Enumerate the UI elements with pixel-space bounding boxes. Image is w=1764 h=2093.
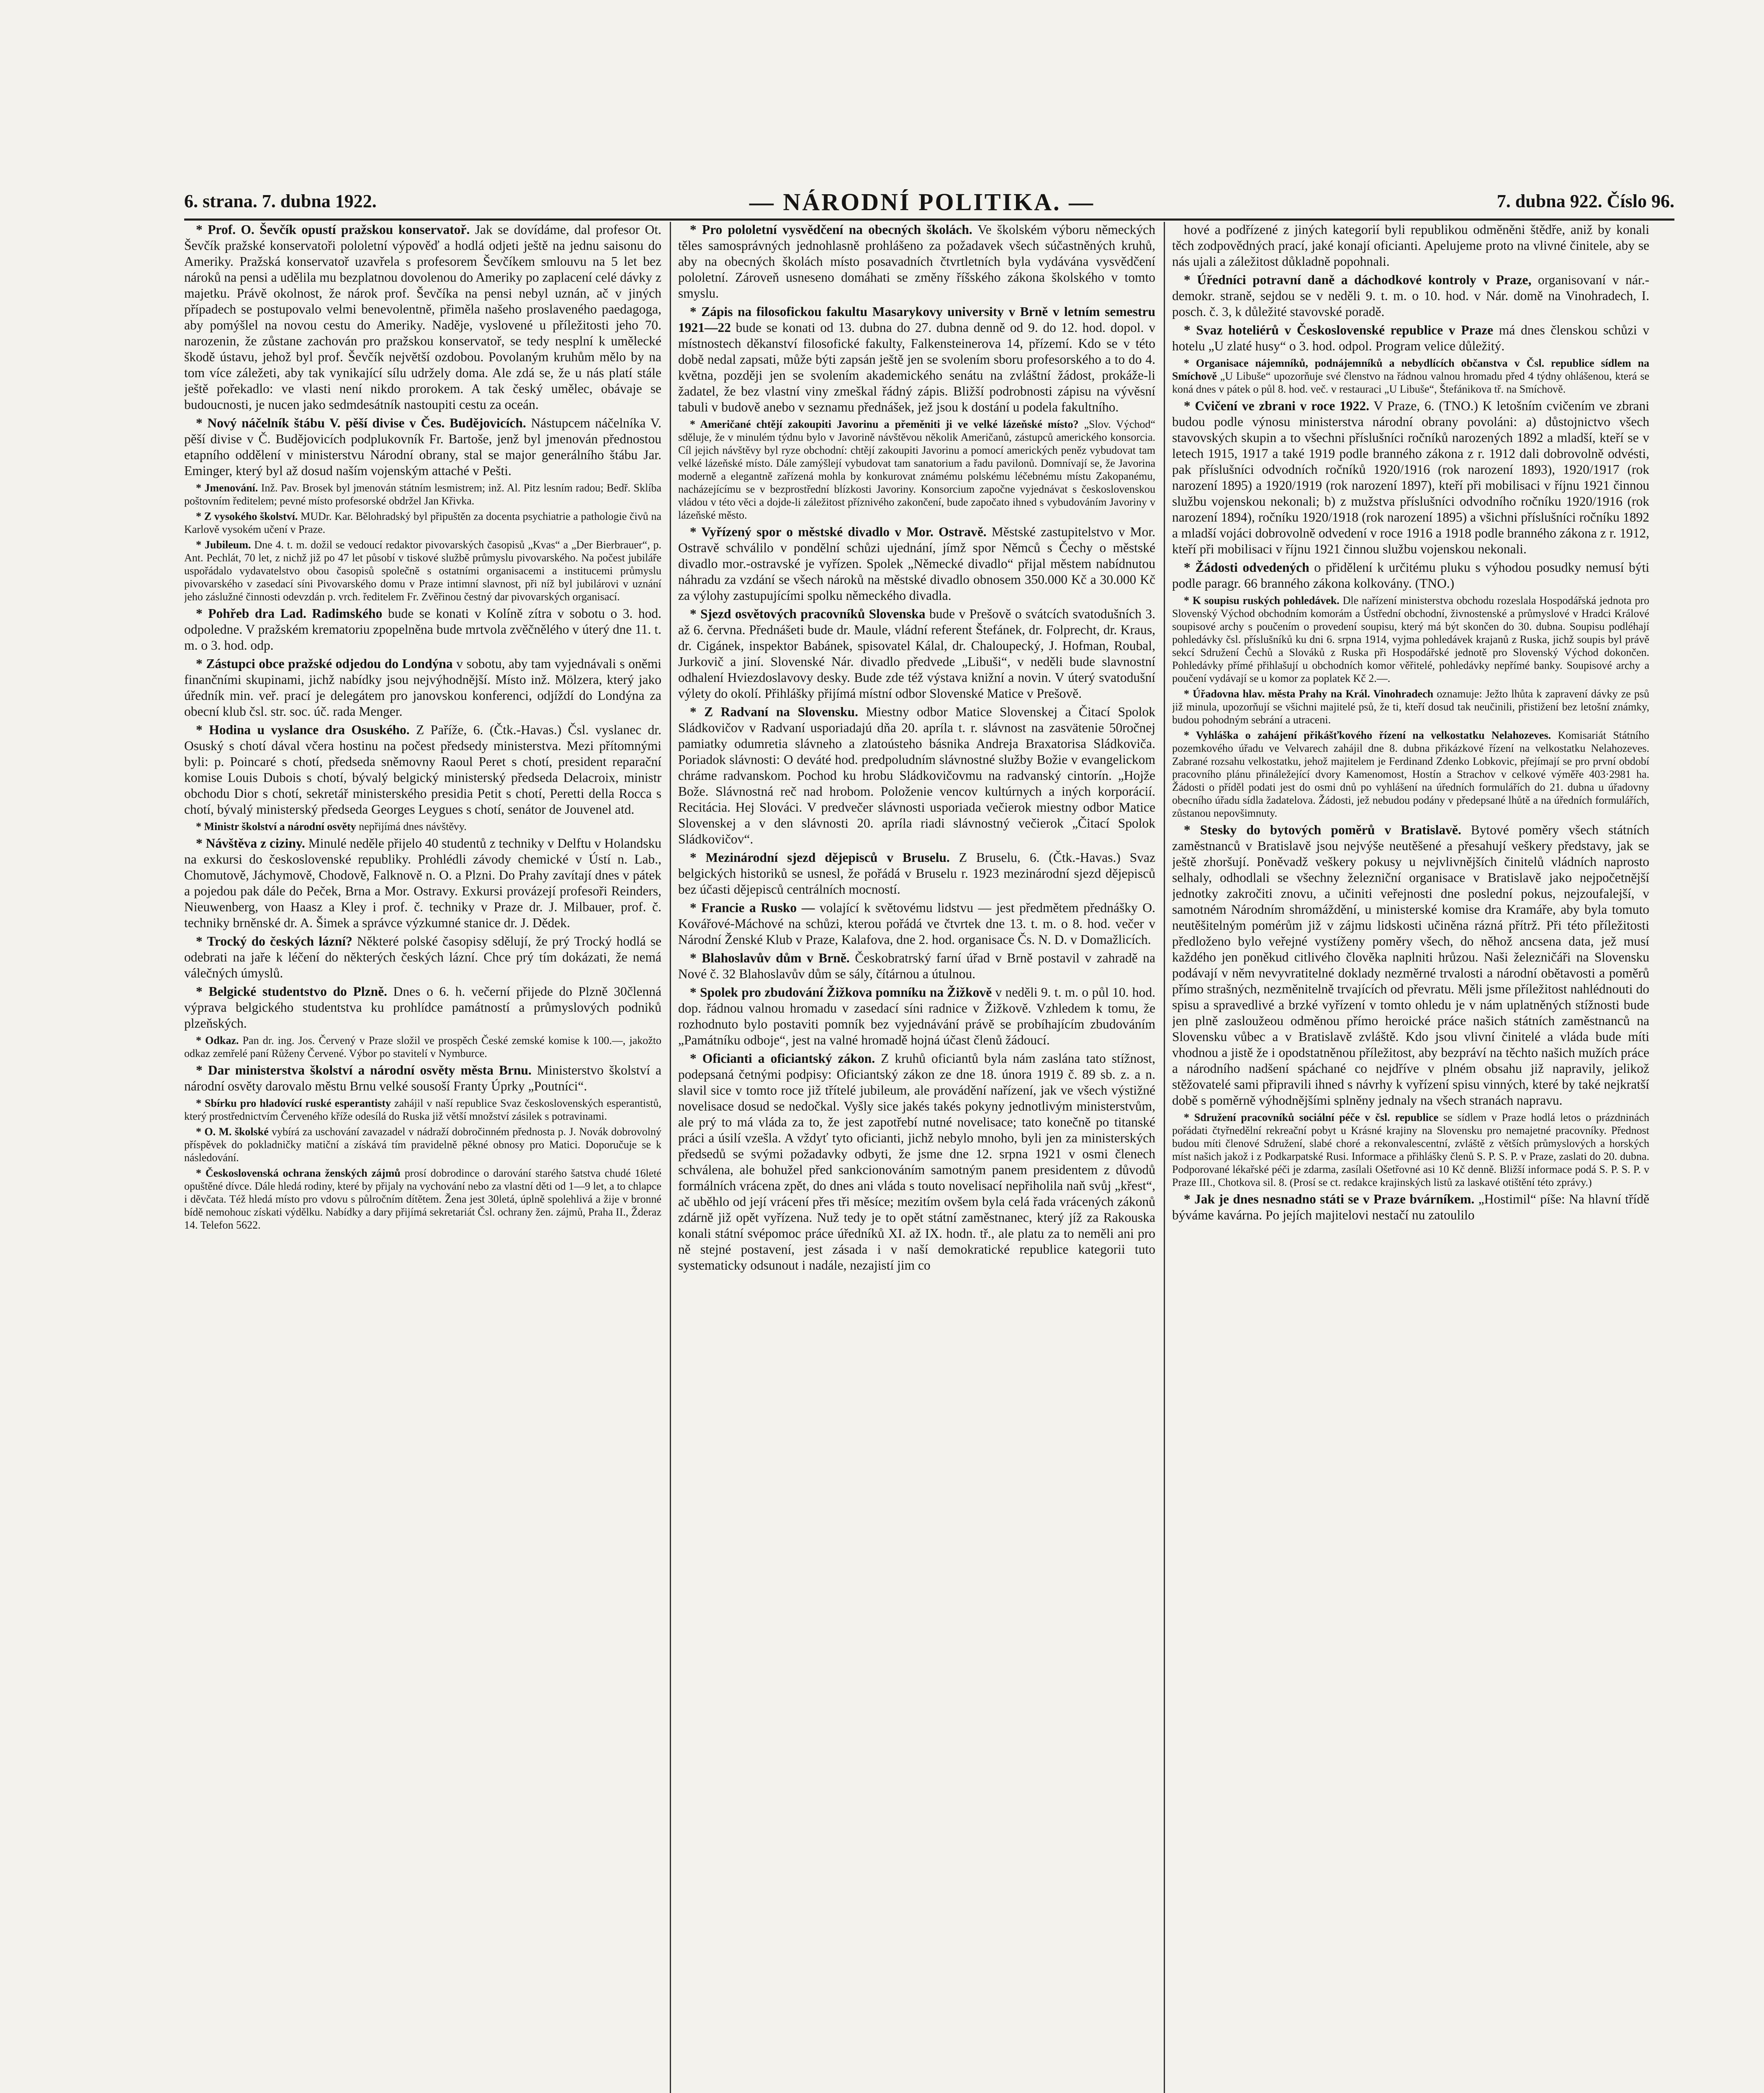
- news-item-text: Dle nařízení ministerstva obchodu rozeslala Hospodářská jednota pro Slovenský Východ obchodním komorám a Ústřední obchodní, živnostenské a průmyslové v Hradci Králové soupisové archy s poučením o provedení soupisu, který má být skončen do 30. dubna. Soupisu podléhají pohledávky čsl. příslušníků ku dni 6. srpna 1914, vyjma pohledávek krajanů z Ruska, jichž soupis byl právě sekcí Sdružení Čechů a Slováků z Ruska při Hospodářské jednotě pro Slovenský Východ dokončen. Pohledávky přímé přihlašují u obchodních komor věřitelé, pohledávky nepřímé banky. Soupisové archy a poučení vydávají se u komor za poplatek Kč 2.—.: [1172, 594, 1649, 684]
- news-item-text: Jak se dovídáme, dal profesor Ot. Ševčík pražské konservatoři pololetní výpověď a hodlá odjeti ještě na jednu saisonu do Ameriky. Pražská konservatoř uzavřela s profesorem Ševčíkem smlouvu na 5 let bez nároků na pensi a udělila mu bezplatnou dovolenou do Ameriky po zaplacení celé dávky z majetku. Právě okolnost, že nárok prof. Ševčíka na pensi nebyl uznán, ač v jiných případech se postupovalo velmi benevolentně, přiměla našeho proslaveného paedagoga, aby pomýšlel na novou cestu do Ameriky. Naděje, vyslovené u příležitosti jeho 70. narozenin, že zůstane zachován pro pražskou konservatoř, se tedy nesplní k umělecké škodě ústavu, jehož byl prof. Ševčík největší ozdobou. Povolaným kruhům mělo by na tom více záležeti, aby tak vynikající sílu udržely doma. Ale zdá se, že u nás platí stále ještě pořekadlo: ve vlasti není nikdo prorokem. A tak český umělec, obávaje se budoucnosti, je nucen jako sedmdesátník nastoupiti cestu za oceán.: [184, 222, 661, 412]
- news-item: [1172, 729, 1649, 820]
- news-item-heading: * K soupisu ruských pohledávek.: [1184, 594, 1340, 607]
- news-item: [678, 524, 1155, 604]
- news-item-heading: * Hodina u vyslance dra Osuského.: [196, 723, 410, 737]
- news-item: [678, 850, 1155, 897]
- news-item-heading: * O. M. školské: [196, 1126, 269, 1138]
- news-item: [184, 606, 661, 653]
- news-item: [184, 984, 661, 1031]
- news-item-text: V Praze, 6. (TNO.) K letošním cvičením ve zbrani budou podle výnosu ministerstva národní obrany povoláni: a) důstojnictvo všech stavovských skupin a to všechni příslušníci ročníků narozených 1892 a mladší, kteří se v letech 1915, 1917 a také 1919 podle branného zákona z r. 1912 dali dobrovolně odvésti, pak příslušníci odvodních ročníků 1920/1916 (rok narození 1893), 1920/1917 (rok narození 1895) a 1920/1919 (rok narození 1897), kteří při mobilisaci v říjnu 1921 činnou službu vojenskou nekonali; b) z mužstva příslušníci odvodního ročníku 1920/1916 (rok narození 1894), ročníku 1920/1918 (rok narození 1895) a všichni příslušníci ročníku 1892 a mladší vojáci dobrovolně odvedení v roce 1916 a 1918 podle branného zákona z r. 1912, kteří při mobilisaci v říjnu 1921 činnou službu vojenskou nekonali.: [1172, 399, 1649, 556]
- column-1: [184, 222, 661, 2093]
- news-item: [184, 1125, 661, 1164]
- news-item-text: Miestny odbor Matice Slovenskej a Čitací Spolok Sládkovičov v Radvaní usporiadajú dňa 20. apríla t. r. slávnost na zasvätenie 50ročnej pamiatky odumretia slávneho a zlatoústeho básnika Andreja Braxatorisa Sládkoviča. Poriadok slávnosti: O deváté hod. predpoludním slávnostné služby Božie v evangelickom chráme radvanskom. Pochod ku hrobu Sládkovičovmu na radvanský cintorín. „Hojže Bože. Slávnostná reč nad hrobom. Položenie vencov kultúrnych a iných korporácií. Recitácia. Hej Slováci. V predvečer slávnosti usporiada večierok miestny odbor Matice Slovenskej a v den slávnosti 20. apríla riadi slávnostný večierok „Čitací Spolok Sládkovičov“.: [678, 705, 1155, 846]
- news-item: [1172, 822, 1649, 1108]
- news-item-heading: * Zástupci obce pražské odjedou do Londýna: [196, 656, 453, 671]
- news-item-heading: * Ministr školství a národní osvěty: [196, 820, 356, 833]
- news-item: [678, 950, 1155, 982]
- news-item-text: Nástupcem náčelníka V. pěší divise v Č. Budějovicích podplukovník Fr. Bartoše, jenž byl jmenován přednostou etapního oddělení v ministerstvu Národní obrany, stal se major generálního štábu Jar. Eminger, který byl až dosud naším vojenským attaché v Pešti.: [184, 416, 661, 478]
- news-item-heading: * Sbírku pro hladovící ruské esperantisty: [196, 1097, 391, 1109]
- news-item-heading: * Prof. O. Ševčík opustí pražskou konservatoř.: [196, 222, 470, 237]
- news-item-text: hové a podřízené z jiných kategorií byli republikou odměněni štědře, aniž by konali těch zodpovědných prací, jaké konají oficianti. Apelujeme proto na vlivné činitele, aby se nás ujali a záležitost důkladně popohnali.: [1172, 222, 1649, 269]
- news-item: [678, 900, 1155, 948]
- news-item-heading: * Dar ministerstva školství a národní osvěty města Brnu.: [196, 1063, 532, 1077]
- news-item: [184, 933, 661, 981]
- news-item-text: Českobratrský farní úřad v Brně postavil v zahradě na Nové č. 32 Blahoslavův dům se sály, čítárnou a útulnou.: [678, 951, 1155, 981]
- column-3: [1172, 222, 1649, 2093]
- news-item-text: v neděli 9. t. m. o půl 10. hod. dop. řádnou valnou hromadu v zasedací síni radnice v Žižkově. Vzhledem k tomu, že rozhodnuto bylo postaviti pomník bez vyjednávání právě se probíhajícím zbudováním „Památníku odboje“, jest na valné hromadě hojná účast členů žádoucí.: [678, 985, 1155, 1047]
- news-item-text: „U Libuše“ upozorňuje své členstvo na řádnou valnou hromadu před 4 týdny ohlášenou, která se koná dnes v pátek o půl 8. hod. več. v restauraci „U Libuše“, Štefánikova tř. na Smíchově.: [1172, 370, 1649, 395]
- news-item-text: Bytové poměry všech státních zaměstnanců v Bratislavě jsou nejvýše neutěšené a přesahují veškery představy, jak se ještě zhoršují. Poněvadž veškery pokusy u nejvlivnějších činitelů vládních naprosto selhaly, odhodlali se všechny železniční organisace v Bratislavě jako nejpočetnější jednotky zakročiti znovu, a učiniti veřejnosti dne poslední pokus, nejzoufalejší, v samotném Národním shromáždění, u ministerské komise dra Kramáře, aby byla tomuto neutěšitelným pomérům již v zájmu lidskosti učiněna rázná přítrž. Při této příležitosti předloženo bylo veřejné vystíženy poměry všech, do něhož ancsena data, jež musí každého jen poněkud citlivého člověka naplniti hrůzou. Naši železničáři na Slovensku podávají v něm nevyvratitelné doklady nezměrné trvalosti a národní obětavosti a poměrů přímo strašných, nezměnitelně trvajících od převratu. Měli jsme příležitost nahlédnouti do spisu a spravedlivé a brzké vyřízení v tomto ohledu je v nám uplatněných stížnosti bude jen plně zasloužeou odměnou přímo heroické práce našich státních zaměstnanců na Slovensku vůbec a v Bratislavě zvláště. Kdo jsou vlivní činitelé a vláda bude míti vhodnou a jistě že i opodstatněnou příležitost, aby bezpráví na těchto našich mužích práce a národního nadšení spáchané co nejdříve v plném obsahu již napravily, jelikož stěžovatelé sami připravili ihned s návrhy k vyřízení spisu vinných, které by také nejkratší době s poměrně výhodnějšími splněny jednaly na všech stranách napravu.: [1172, 823, 1649, 1108]
- news-item-heading: * Mezinárodní sjezd dějepisců v Bruselu.: [690, 850, 950, 865]
- column-2: [678, 222, 1155, 2093]
- news-item-heading: * Cvičení ve zbrani v roce 1922.: [1184, 399, 1370, 413]
- news-item-text: volající k světovému lidstvu — jest předmětem přednášky O. Kovářové-Máchové na schůzi, kterou pořádá ve čtvrtek dne 13. t. m. o 8. hod. večer v Národní Ženské Klub v Praze, Kalafova, dne 2. hod. organisace Čs. N. D. v Domažlicích.: [678, 900, 1155, 947]
- news-item-text: prosí dobrodince o darování starého šatstva chudé 16leté opuštěné dívce. Dále hledá rodiny, které by přijaly na vychování nebo za vlastní děti od 1—9 let, a to chlapce i děvčata. Též hledá místo pro vdovu s půlročním dítětem. Žena jest 30letá, úplně spolehlivá a žije v bronné bídě nemohouc získati výdělku. Nabídky a dary přijímá sekretariát Čsl. ochrany žen. zájmů, Praha II., Žderaz 14. Telefon 5622.: [184, 1167, 661, 1231]
- news-item-heading: * Z vysokého školství.: [196, 510, 298, 522]
- news-item: [1172, 322, 1649, 354]
- news-item-heading: * Z Radvaní na Slovensku.: [690, 705, 859, 719]
- news-item-text: Z Bruselu, 6. (Čtk.-Havas.) Svaz belgických historiků se usnesl, že pořádá v Bruselu r. 1923 mezinárodní sjezd dějepisců bez účasti dějepisců centrálních mocností.: [678, 850, 1155, 897]
- news-item-heading: * Československá ochrana ženských zájmů: [196, 1167, 401, 1179]
- news-item-text: se sídlem v Praze hodlá letos o prázdninách pořádati čtyřnedělní rekreační pobyt u Krásné krajiny na Slovensku pro nemajetné pracovníky. Přednost budou míti členové Sdružení, slabé choré a rekonvalescentní, zvláště z větších průmyslových a horských míst našich jakož i z Podkarpatské Rusi. Informace a přihlášky členů S. P. S. P. v Praze, zaslati do 20. dubna. Podporované lékařské péči je zdarma, zasílali Ošetřovné asi 10 Kč denně. Bližší informace podá S. P. S. P. v Praze III., Chotkova sil. 8. (Prosí se ct. redakce krajinských listů za laskavé otištění této zprávy.): [1172, 1111, 1649, 1188]
- news-item-text: bude se konati od 13. dubna do 27. dubna denně od 9. do 12. hod. dopol. v místnostech děkanství filosofické fakulty, Falkensteinerova 14, přízemí. Kdo se v této době nedal zapsati, může býti zapsán ještě jen se svolením sboru profesorského a to do 4. května, později jen se svolením akademického senátu na zvláštní žádost, prokáže-li žadatel, že bez vlastní viny zmeškal řádný zápis. Bližší podrobnosti zápisu na vývěsní tabuli v budově anebo v seznamu přednášek, jež jsou k dostání u podela fakultního.: [678, 320, 1155, 414]
- news-item-text: bude v Prešově o svátcích svatodušních 3. až 6. června. Přednášeti bude dr. Maule, vládní referent Štefánek, dr. Folprecht, dr. Kraus, dr. Cigánek, inspektor Babánek, spisovatel Kálal, dr. Chaloupecký, J. Hofman, Roubal, Jurkovič a jiní. Slovenské Nár. divadlo předvede „Libuši“, v neděli bude slavnostní odhalení Hviezdoslavovy desky. Bude zde též výstava knižní a novin. V úterý svatodušní výlety do okolí. Přihlášky přijímá místní odbor Slovenské Matice v Prešově.: [678, 607, 1155, 701]
- news-item-heading: * Organisace nájemníků, podnájemníků a nebydlících občanstva v Čsl. republice sídlem na Smíchově: [1172, 357, 1649, 382]
- news-item: [184, 1062, 661, 1094]
- news-item: [1172, 687, 1649, 726]
- news-item-text: Dne 4. t. m. dožil se vedoucí redaktor pivovarských časopisů „Kvas“ a „Der Bierbrauer“, p. Ant. Pechlát, 70 let, z nichž již po 47 let působí v tiskové službě průmyslu pivovarského. Na počest jubiláře uspořádalo vydavatelstvo obou časopisů společně s ostatními organisacemi a institucemi průmyslu pivovarského v zasedací síni Pivovarského domu v Praze intimní slavnost, při níž byl jubilárovi v uznání jeho záslužné činnosti odevzdán p. vrch. ředitelem Fr. Zvěřinou čestný dar pivovarských organisací.: [184, 539, 661, 603]
- news-item: [1172, 560, 1649, 591]
- news-item-heading: * Blahoslavův dům v Brně.: [690, 951, 850, 965]
- newspaper-title: — NÁRODNÍ POLITIKA. —: [749, 188, 1095, 216]
- news-item-heading: * Američané chtějí zakoupiti Javorinu a přeměniti ji ve velké lázeňské místo?: [690, 418, 1079, 430]
- news-item: [1172, 272, 1649, 320]
- news-item: [678, 606, 1155, 702]
- news-item-heading: * Odkaz.: [196, 1034, 239, 1046]
- news-item-text: Městské zastupitelstvo v Mor. Ostravě schválilo v pondělní schůzi ujednání, jímž spor Němců s Čechy o městské divadlo mor.-ostravské je vyřízen. Spolek „Německé divadlo“ přijal městem nabídnutou náhradu za vzdání se všech nároků na městské divadlo obnosem 350.000 Kč a 30.000 Kč za výlohy zastupujícími spolku německého divadla.: [678, 525, 1155, 603]
- news-item-text: Inž. Pav. Brosek byl jmenován státním lesmistrem; inž. Al. Pitz lesním radou; Bedř. Sklíba poštovním ředitelem; pevné místo profesorské obdržel Jan Křivka.: [184, 482, 661, 507]
- news-item: [1172, 398, 1649, 557]
- news-item-heading: * Belgické studentstvo do Plzně.: [196, 984, 387, 999]
- news-item-text: Z Paříže, 6. (Čtk.-Havas.) Čsl. vyslanec dr. Osuský s chotí dával včera hostinu na počest předsedy ministerstva. Mezi přítomnými byli: p. Poincaré s chotí, předseda sněmovny Raoul Peret s chotí, president reparační komise Louis Dubois s chotí, bývalý belgický ministerský předseda Delacroix, ministr obchodu Dior s chotí, sekretář ministerského presidia Petit s chotí, Peretti della Rocca s chotí, bývalý ministerský předseda Georges Leygues s chotí, senátor de Jouvenel atd.: [184, 723, 661, 817]
- news-item: [184, 538, 661, 603]
- news-item-text: vybírá za uschování zavazadel v nádraží dobročinném přednosta p. J. Novák dobrovolný příspěvek do pokladničky matiční a získává tím pravidelně pěkné obnosy pro Matici. Doporučuje se k následování.: [184, 1126, 661, 1164]
- news-item-text: MUDr. Kar. Bělohradský byl připuštěn za docenta psychiatrie a pathologie čivů na Karlově vysokém učení v Praze.: [184, 510, 661, 535]
- news-item: [184, 222, 661, 413]
- news-item-heading: * Spolek pro zbudování Žižkova pomníku na Žižkově: [690, 985, 992, 1000]
- news-item-text: Komisariát Státního pozemkového úřadu ve Velvarech zahájil dne 8. dubna přikázkové řízení na velkostatku Nelahozeves. Zabrané rozsahu velkostatku, jehož majitelem je Ferdinand Zdenko Lobkovic, přejímají se pro první období pracovního plánu přináležející dvory Kamenomost, Hostín a Strachov v celkové výměře 403·2981 ha. Žádosti o příděl podati jest do osmi dnů po vyhlášení na úředních formulářích do 21. dubna u úřadovny obecního úřadu sídla žadatelova. Žádosti, jež nebudou podány v předepsané lhůtě a na úředních formulářích, zůstanou nepovšimnuty.: [1172, 729, 1649, 819]
- news-item-heading: * Trocký do českých lázní?: [196, 934, 352, 949]
- news-item: [678, 704, 1155, 847]
- news-item-text: zahájil v naší republice Svaz československých esperantistů, který prostřednictvím Červeného kříže odesílá do Ruska již větší množství zásilek s potravinami.: [184, 1097, 661, 1122]
- news-item-heading: * Úředníci potravní daně a dáchodkové kontroly v Praze,: [1184, 273, 1532, 287]
- page-header: [184, 190, 1674, 216]
- news-item: [184, 722, 661, 818]
- news-item: [1172, 222, 1649, 270]
- news-item-text: Minulé neděle přijelo 40 studentů z techniky v Delftu v Holandsku na exkursi do československé republiky. Prohlédli závody chemické v Ústí n. Lab., Chomutově, Jáchymově, Chodově, Falknově n. O. a Plzni. Do Prahy zavítají dnes v pátek a pojedou pak dále do Peček, Brna a Mor. Ostravy. Exkursi provázejí profesoři Reinders, Nieuwenberg, von Haasz a Kley i prof. č. techniky v Praze dr. J. Milbauer, prof. č. techniky brněnské dr. A. Šimek a správce výzkumné stanice dr. J. Dědek.: [184, 836, 661, 930]
- news-item-heading: * Návštěva z ciziny.: [196, 836, 305, 851]
- news-item: [678, 985, 1155, 1048]
- header-rule: [184, 219, 1674, 221]
- news-item-text: v sobotu, aby tam vyjednávali s oněmi finančními skupinami, jichž nabídky jsou nejvýhodnější. Místo inž. Mölzera, který jako úředník min. veř. prací je delegátem pro janovskou konferenci, odjíždí do Londýna za obecní klub čsl. str. soc. úč. rada Menger.: [184, 656, 661, 719]
- news-item-heading: * Jak je dnes nesnadno státi se v Praze bvárníkem.: [1184, 1192, 1475, 1206]
- news-item-heading: * Pro pololetní vysvědčení na obecných školách.: [690, 222, 972, 237]
- news-item: [184, 1167, 661, 1232]
- news-item: [184, 510, 661, 536]
- news-item-heading: * Oficianti a oficiantský zákon.: [690, 1051, 875, 1066]
- news-item-heading: * Jubileum.: [196, 539, 251, 551]
- news-item: [184, 1034, 661, 1060]
- news-item-heading: * Francie a Rusko —: [690, 900, 815, 915]
- news-item-heading: * Vyhláška o zahájení přikášťkového řízení na velkostatku Nelahozeves.: [1184, 729, 1551, 741]
- news-item-text: má dnes členskou schůzi v hotelu „U zlaté husy“ o 3. hod. odpol. Program velice důležitý.: [1172, 323, 1649, 353]
- news-item-text: Pan dr. ing. Jos. Červený v Praze složil ve prospěch České zemské komise k 100.—, jakožto odkaz zemřelé paní Růženy Červené. Výbor po stavitelí v Nymburce.: [184, 1034, 661, 1059]
- news-item-text: Z kruhů oficiantů byla nám zaslána tato stížnost, podepsaná četnými podpisy: Oficiantský zákon ze dne 18. února 1919 č. 89 sb. z. a n. slavil sice v tomto roce již třítelé jubileum, ale provádění nařízení, jak ve všech výstižné novelisace dosud se nedočkal. Vyšly sice jakés takés pokyny jednotlivým ministerstvům, ale prý to má vláda za to, že jest zapotřebí nutné novelisace; tato konečně po titanské práci a úsilí vzešla. A vždyť tyto oficianti, jichž nebylo mnoho, byli jen za ministerských předsedů se svými požadavky odbyti, že jsme dne 12. srpna 1921 v osmi členech schválena, ale bohužel před sankcionováním samotným panem presidentem z důvodů formálních vrácena zpět, do dnes ani vláda s touto novelisací nepřiholila naň svůj „křest“, ač uběhlo od její vrácení přes tři měsíce; mezitím ovšem byla celá řada vrácených zákonů zdárně již opět vyřízena. Nuž tedy je to opět státní zaměstnanec, který jíž za Rakouska konali státní svépomoc práce úředníků XI. až IX. hodn. tř., ale platu za to neměli ani pro ně stejné postavení, jest zásada i v naší demokratické republice kategorii tuto systematicky odsunout i nadále, nezajistí jim co: [678, 1051, 1155, 1273]
- news-item-heading: * Jmenování.: [196, 482, 258, 494]
- news-item-text: o přidělení k určitému pluku s výhodou posudky nemusí býti podle paragr. 66 branného zákona kolkovány. (TNO.): [1172, 560, 1649, 591]
- news-item-heading: * Pohřeb dra Lad. Radimského: [196, 606, 383, 621]
- news-item: [678, 418, 1155, 522]
- news-item-text: Ve školském výboru německých těles samosprávných jednohlasně prohlášeno za požadavek všech súčastněných kruhů, aby na obecných školách místo posavadních čtvrtletních byla vydávána vysvědčení pololetní. Zároveň usneseno domáhati se změny říšského zákona školského v tomto smyslu.: [678, 222, 1155, 301]
- news-item: [1172, 1191, 1649, 1223]
- news-item-heading: * Sdružení pracovníků sociální péče v čsl. republice: [1184, 1111, 1439, 1124]
- news-item-heading: * Nový náčelník štábu V. pěší divise v Čes. Budějovicích.: [196, 416, 526, 430]
- news-item-heading: * Svaz hoteliérů v Československé republice v Praze: [1184, 323, 1494, 337]
- news-item: [678, 222, 1155, 301]
- column-divider: [670, 222, 671, 2093]
- news-item-heading: * Žádosti odvedených: [1184, 560, 1309, 575]
- news-item-text: Ministerstvo školství a národní osvěty darovalo městu Brnu velké sousoší Franty Úprky „Poutníci“.: [184, 1063, 661, 1093]
- news-item: [1172, 594, 1649, 685]
- news-item: [184, 1097, 661, 1123]
- news-item-heading: * Vyřízený spor o městské divadlo v Mor. Ostravě.: [690, 525, 987, 539]
- news-item-text: organisovaní v nár.-demokr. straně, sejdou se v neděli 9. t. m. o 10. hod. v Nár. domě na Vinohradech, I. posch. č. 3, k důležité stavovské poradě.: [1172, 273, 1649, 319]
- news-item: [678, 304, 1155, 415]
- news-item-text: bude se konati v Kolíně zítra v sobotu o 3. hod. odpoledne. V pražském krematoriu zpopelněna bude mrtvola zvěčnělého v úterý dne 11. t. m. o 3. hod. odp.: [184, 606, 661, 653]
- page-date-left: 6. strana. 7. dubna 1922.: [184, 191, 377, 211]
- news-item-text: Dnes o 6. h. večerní přijede do Plzně 30členná výprava belgického studentstva ku prohlídce památností a průmyslových podniků plzeňských.: [184, 984, 661, 1031]
- news-item: [184, 481, 661, 507]
- news-item: [184, 836, 661, 931]
- news-item: [678, 1051, 1155, 1273]
- news-item-heading: * Zápis na filosofickou fakultu Masarykovy university v Brně v letním semestru 1921—22: [678, 304, 1155, 335]
- news-item-text: nepřijímá dnes návštěvy.: [359, 820, 467, 833]
- news-item: [184, 656, 661, 720]
- issue-number: 7. dubna 922. Číslo 96.: [1497, 191, 1674, 211]
- news-item-heading: * Úřadovna hlav. města Prahy na Král. Vinohradech: [1184, 688, 1434, 700]
- news-item: [184, 415, 661, 479]
- news-item-text: „Hostimil“ píše: Na hlavní třídě býváme kavárna. Po jejích majitelovi nestačí nu zatoulilo: [1172, 1192, 1649, 1222]
- news-item: [1172, 1111, 1649, 1189]
- news-item-heading: * Stesky do bytových poměrů v Bratislavě.: [1184, 823, 1461, 837]
- news-item: [1172, 357, 1649, 396]
- news-item-text: oznamuje: Ježto lhůta k zapravení dávky ze psů již minula, upozorňují se všichni majitelé psů, že ti, kteří dosud tak neučinili, přistižení bez letošní známky, budou pohodným sebrání a utraceni.: [1172, 688, 1649, 726]
- news-item-text: Některé polské časopisy sdělují, že prý Trocký hodlá se odebrati na jaře k léčení do některých českých lázní. Chce prý tím dokázati, že nemá válečných úmyslů.: [184, 934, 661, 980]
- news-item-heading: * Sjezd osvětových pracovníků Slovenska: [690, 607, 926, 621]
- column-divider: [1164, 222, 1165, 2093]
- news-item: [184, 820, 661, 833]
- news-item-text: „Slov. Východ“ sděluje, že v minulém týdnu bylo v Javorině návštěvou několik Američanů, zástupců amerického konsorcia. Cíl jejich návštěvy byl ryze obchodní: chtějí zakoupiti Javorinu a pomocí amerických peněz vybudovat tam velké lázeňské místo. Dále zamýšlejí vybudovat tam sanatorium a řadu pavilonů. Domnívají se, že Javorina moderně a elegantně zařízená mohla by konkurovat známému polskému léčebnému místu Zakopanému, nacházejícímu se v bezprostřední blízkosti Javoriny. Konsorcium započne vyjednávat s československou vládou v této věci a dojde-li záležitost příznivého zakončení, bude započato ihned s vybudováním Javoriny v lázeňské město.: [678, 418, 1155, 521]
